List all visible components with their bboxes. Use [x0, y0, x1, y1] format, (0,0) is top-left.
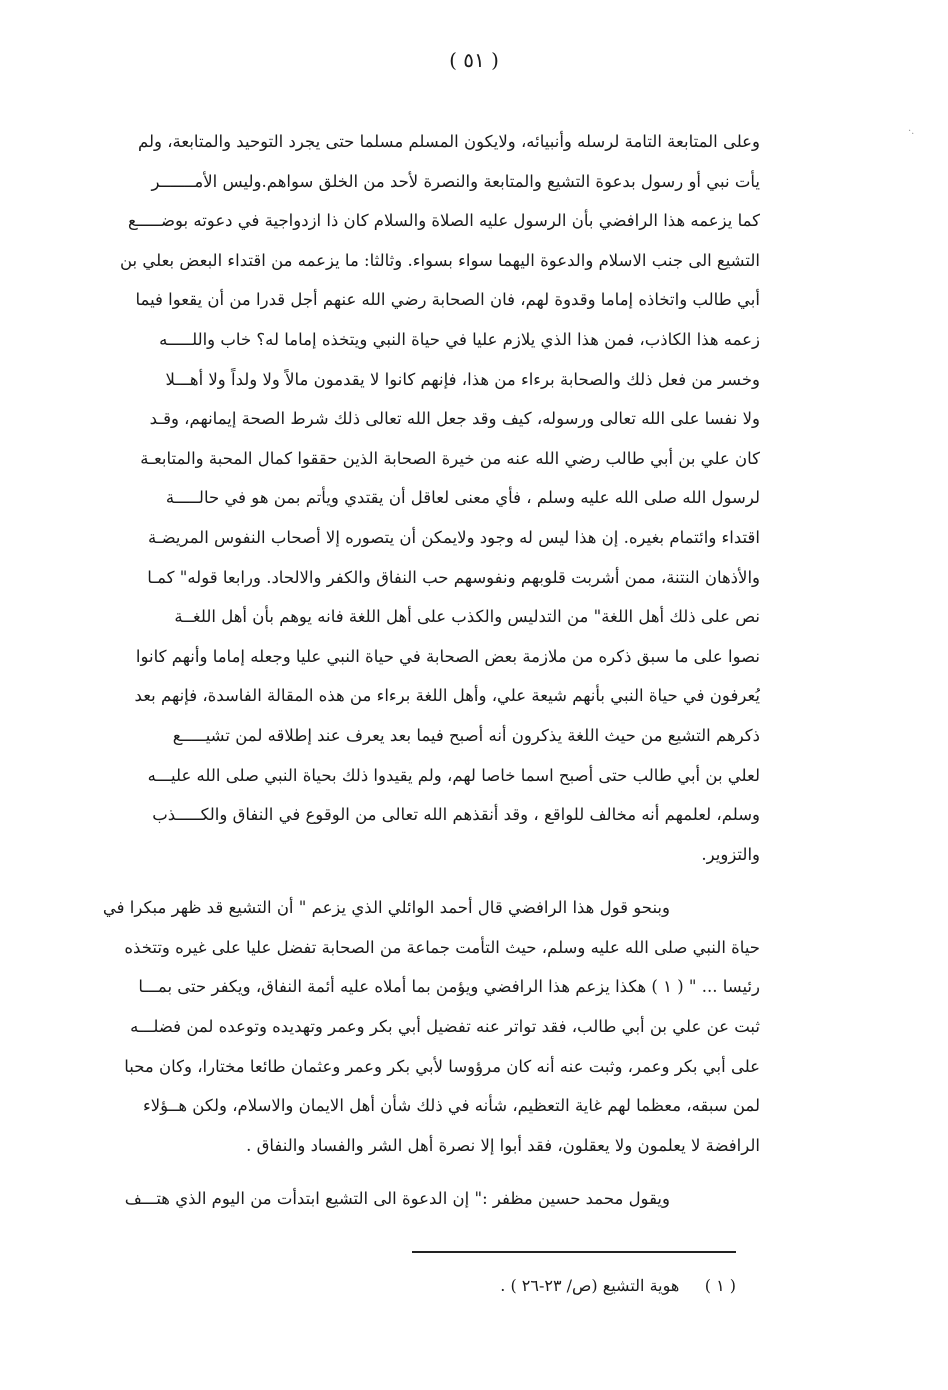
- text-line: والتزوير.: [701, 844, 760, 864]
- text-line: أبي طالب واتخاذه إماما وقدوة لهم، فان الصحابة رضي الله عنهم أجل قدرا من أن يقعوا فيما: [135, 290, 760, 310]
- text-line: والأذهان النتنة، ممن أشربت قلوبهم ونفوسهم حب النفاق والكفر والالحاد. ورابعا قوله" كمـا: [147, 567, 760, 587]
- text-line: يأت نبي أو رسول بدعوة التشيع والمتابعة والنصرة لأحد من الخلق سواهم.وليس الأمـــــــر: [151, 171, 760, 191]
- text-line: ولا نفسا على الله تعالى ورسوله، كيف وقد جعل الله تعالى ذلك شرط الصحة إيمانهم، وقـد: [149, 409, 760, 429]
- paragraph-gap: [80, 1165, 760, 1179]
- margin-speck: ·.: [908, 126, 915, 137]
- text-line: على أبي بكر وعمر، وثبت عنه أنه كان مرؤوسا لأبي بكر وعمر وعثمان طائعا مختارا، وكان محبا: [124, 1056, 760, 1076]
- text-line: لرسول الله صلى الله عليه وسلم ، فأي معنى لعاقل أن يقتدي ويأتم بمن هو في حالـــــة: [165, 488, 760, 508]
- footnote-text: هوية التشيع (ص/ ٢٣-٢٦ ) .: [500, 1276, 680, 1295]
- text-line: ذكرهم التشيع من حيث اللغة يذكرون أنه أصبح فيما بعد يعرف عند إطلاقه لمن تشيـــــع: [172, 725, 760, 745]
- text-line: لعلي بن أبي طالب حتى أصبح اسما خاصا لهم، ولم يقيدوا ذلك بحياة النبي صلى الله عليـــه: [147, 765, 760, 785]
- paragraph-2: [80, 888, 760, 1165]
- text-line: كما يزعمه هذا الرافضي بأن الرسول عليه الصلاة والسلام كان ذا ازدواجية في دعوته بوضـــــع: [128, 211, 760, 231]
- text-line: اقتداء وائتمام بغيره. إن هذا ليس له وجود ولايمكن أن يتصوره إلا أصحاب النفوس المريضـة: [147, 527, 760, 547]
- text-line: ثبت عن علي بن أبي طالب، فقد تواتر عنه تفضيل أبي بكر وعمر وتهديده وتوعده لمن فضلـــه: [130, 1017, 760, 1037]
- text-line: الرافضة لا يعلمون ولا يعقلون، فقد أبوا إلا نصرة أهل الشر والفساد والنفاق .: [246, 1135, 760, 1155]
- text-line: وعلى المتابعة التامة لرسله وأنبيائه، ولايكون المسلم مسلما حتى يجرد التوحيد والمتابعة، ولم: [137, 132, 760, 151]
- body-text: [80, 122, 760, 1219]
- paragraph-1: [80, 122, 760, 874]
- page-number: ( ٥١ ): [449, 48, 499, 72]
- text-line: زعمه هذا الكاذب، فمن هذا الذي يلازم عليا في حياة النبي ويتخذه إماما له؟ خاب واللـــــه: [159, 329, 760, 349]
- text-line: يُعرفون في حياة النبي بأنهم شيعة علي، وأهل اللغة برءاء من هذه المقالة الفاسدة، فإنهم بعد: [134, 686, 760, 706]
- text-line: وخسر من فعل ذلك والصحابة برءاء من هذا، فإنهم كانوا لا يقدمون مالاً ولا ولداً ولا أهـــلا: [165, 369, 760, 389]
- text-line: لمن سبقه، معظما لهم غاية التعظيم، شأنه في ذلك شأن أهل الايمان والاسلام، ولكن هــؤلاء: [143, 1096, 760, 1116]
- text-line: رئيسا ... " ( ١ ) هكذا يزعم هذا الرافضي ويؤمن بما أملاه عليه أئمة النفاق، ويكفر حتى بمـــا: [138, 977, 760, 997]
- text-line: حياة النبي صلى الله عليه وسلم، حيث التأمت جماعة من الصحابة تفضل عليا على غيره وتتخذه: [124, 937, 760, 957]
- footnote-separator: [412, 1251, 736, 1253]
- footnote: [300, 1266, 736, 1306]
- footnote-marker: ( ١ ): [704, 1276, 736, 1295]
- text-line: نصوا على ما سبق ذكره من ملازمة بعض الصحابة في حياة النبي عليا وجعله إماما وأنهم كانوا: [135, 646, 760, 666]
- paragraph-3: [80, 1179, 760, 1219]
- text-line: ويقول محمد حسين مظفر :" إن الدعوة الى التشيع ابتدأت من اليوم الذي هتـــف: [124, 1189, 670, 1209]
- text-line: كان علي بن أبي طالب رضي الله عنه من خيرة الصحابة الذين حققوا كمال المحبة والمتابعـة: [140, 448, 760, 468]
- paragraph-gap: [80, 874, 760, 888]
- text-line: وبنحو قول هذا الرافضي قال أحمد الوائلي الذي يزعم " أن التشيع قد ظهر مبكرا في: [102, 898, 670, 918]
- text-line: وسلم، لعلمهم أنه مخالف للواقع ، وقد أنقذهم الله تعالى من الوقوع في النفاق والكـــــذب: [152, 805, 760, 825]
- text-line: نص على ذلك أهل اللغة" من التدليس والكذب على أهل اللغة فانه يوهم بأن أهل اللغــة: [174, 607, 760, 627]
- text-line: التشيع الى جنب الاسلام والدعوة اليهما سواء بسواء. وثالثا: ما يزعمه من اقتداء البعض بعلي بن: [119, 250, 760, 270]
